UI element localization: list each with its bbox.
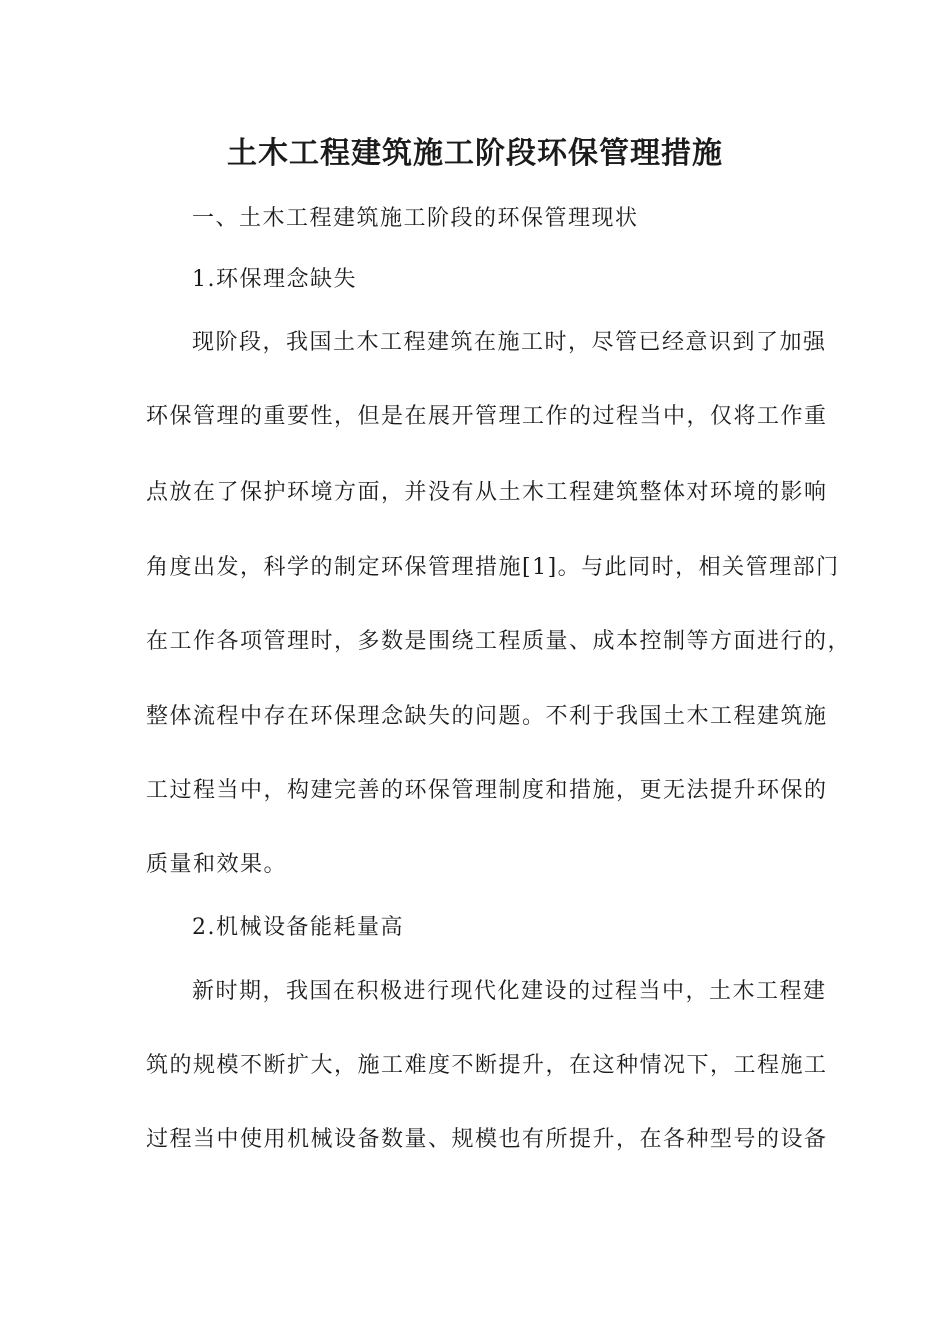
paragraph-line: 环保管理的重要性，但是在展开管理工作的过程当中，仅将工作重 (146, 404, 828, 429)
section-heading-1: 一、土木工程建筑施工阶段的环保管理现状 (192, 206, 639, 231)
paragraph-line: 工过程当中，构建完善的环保管理制度和措施，更无法提升环保的 (146, 778, 828, 803)
paragraph-line: 现阶段，我国土木工程建筑在施工时，尽管已经意识到了加强 (192, 330, 827, 355)
document-title: 土木工程建筑施工阶段环保管理措施 (227, 136, 723, 171)
paragraph-line: 在工作各项管理时，多数是围绕工程质量、成本控制等方面进行的， (146, 629, 852, 654)
subsection-heading-1: 1.环保理念缺失 (192, 267, 357, 292)
paragraph-line: 整体流程中存在环保理念缺失的问题。不利于我国土木工程建筑施 (146, 704, 828, 729)
paragraph-line: 质量和效果。 (146, 852, 288, 877)
paragraph-line: 过程当中使用机械设备数量、规模也有所提升，在各种型号的设备 (146, 1127, 828, 1152)
paragraph-line: 新时期，我国在积极进行现代化建设的过程当中，土木工程建 (192, 979, 827, 1004)
paragraph-line: 筑的规模不断扩大，施工难度不断提升，在这种情况下，工程施工 (146, 1053, 828, 1078)
paragraph-line: 角度出发，科学的制定环保管理措施[1]。与此同时，相关管理部门 (146, 555, 840, 580)
subsection-heading-2: 2.机械设备能耗量高 (192, 915, 404, 940)
paragraph-line: 点放在了保护环境方面，并没有从土木工程建筑整体对环境的影响 (146, 480, 828, 505)
